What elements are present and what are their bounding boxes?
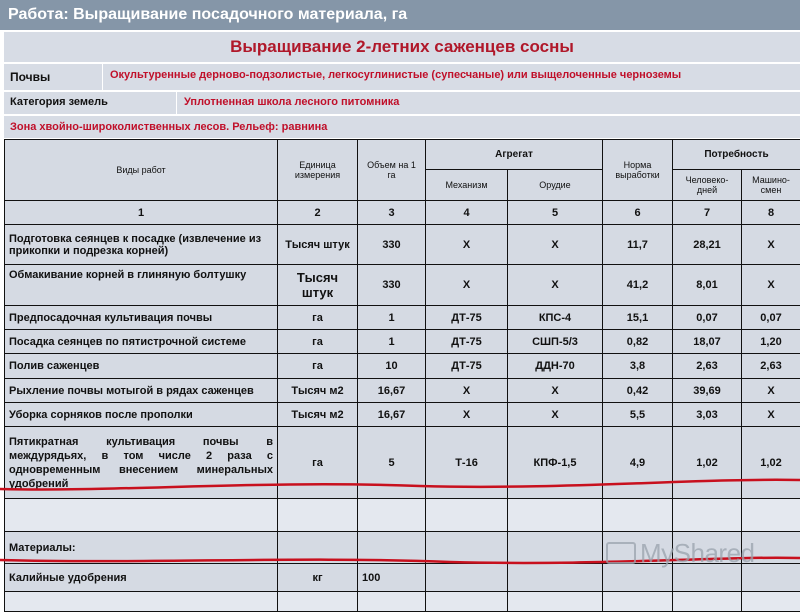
zone-text: Зона хвойно-широколиственных лесов. Рельеф: равнина (10, 121, 327, 133)
col-unit: Единица измерения (278, 140, 358, 201)
watermark-logo (606, 538, 755, 569)
column-number: 3 (358, 201, 426, 225)
mechanism-cell: Х (426, 225, 508, 265)
person-days-cell: 0,07 (673, 306, 742, 330)
work-name: Посадка сеянцев по пятистрочной системе (5, 330, 278, 354)
mechanism-cell: ДТ-75 (426, 306, 508, 330)
column-number: 4 (426, 201, 508, 225)
tool-cell: Х (508, 265, 603, 306)
mechanism-cell: Х (426, 379, 508, 403)
volume-cell: 1 (358, 330, 426, 354)
machine-shifts-cell: 1,02 (742, 427, 800, 499)
norm-cell: 11,7 (603, 225, 673, 265)
machine-shifts-cell: Х (742, 225, 800, 265)
person-days-cell: 2,63 (673, 354, 742, 379)
norm-cell: 3,8 (603, 354, 673, 379)
soils-label: Почвы (10, 70, 50, 84)
machine-shifts-cell: 1,20 (742, 330, 800, 354)
norm-cell: 0,82 (603, 330, 673, 354)
unit-cell: га (278, 354, 358, 379)
tool-cell: КПС-4 (508, 306, 603, 330)
land-category-label: Категория земель (10, 96, 108, 108)
unit-cell: га (278, 306, 358, 330)
col-machine-shifts: Машино-смен (742, 170, 800, 201)
unit-cell: Тысяч штук (278, 265, 358, 306)
column-number: 5 (508, 201, 603, 225)
unit-cell: Тысяч штук (278, 225, 358, 265)
mechanism-cell: Т-16 (426, 427, 508, 499)
norm-cell: 41,2 (603, 265, 673, 306)
land-category-row (4, 92, 800, 114)
unit-cell: га (278, 427, 358, 499)
table-row (5, 379, 800, 403)
table-row (5, 265, 800, 306)
presentation-icon (606, 542, 636, 564)
machine-shifts-cell: 0,07 (742, 306, 800, 330)
table-subtitle: Выращивание 2-летних саженцев сосны (4, 32, 800, 62)
person-days-cell: 39,69 (673, 379, 742, 403)
tool-cell: СШП-5/3 (508, 330, 603, 354)
mechanism-cell: Х (426, 403, 508, 427)
volume-cell: 16,67 (358, 403, 426, 427)
person-days-cell: 18,07 (673, 330, 742, 354)
watermark-text: MyShared (640, 538, 755, 568)
person-days-cell: 28,21 (673, 225, 742, 265)
machine-shifts-cell: Х (742, 265, 800, 306)
table-row (5, 225, 800, 265)
norm-cell: 15,1 (603, 306, 673, 330)
tool-cell: КПФ-1,5 (508, 427, 603, 499)
table-row (5, 306, 800, 330)
column-number: 7 (673, 201, 742, 225)
unit-cell: кг (278, 564, 358, 592)
table-row (5, 330, 800, 354)
mechanism-cell: ДТ-75 (426, 354, 508, 379)
soils-row (4, 64, 800, 90)
column-number: 1 (5, 201, 278, 225)
volume-cell: 5 (358, 427, 426, 499)
land-category-value: Уплотненная школа лесного питомника (184, 96, 399, 108)
work-name: Подготовка сеянцев к посадке (извлечение из прикопки и подрезка корней) (5, 225, 278, 265)
table-row (5, 427, 800, 499)
norm-cell: 0,42 (603, 379, 673, 403)
volume-cell: 16,67 (358, 379, 426, 403)
page-title: Работа: Выращивание посадочного материала, га (0, 0, 800, 30)
empty-row (5, 499, 800, 532)
col-person-days: Человеко-дней (673, 170, 742, 201)
column-numbers-row (5, 201, 800, 225)
mechanism-cell: ДТ-75 (426, 330, 508, 354)
col-need: Потребность (673, 140, 800, 170)
unit-cell: Тысяч м2 (278, 403, 358, 427)
mechanism-cell: Х (426, 265, 508, 306)
work-name: Пятикратная культивация почвы в междурядьях, в том числе 2 раза с одновременным внесением минеральных удобрений (5, 427, 278, 499)
tool-cell: ДДН-70 (508, 354, 603, 379)
zone-row (4, 116, 800, 138)
tool-cell: Х (508, 225, 603, 265)
work-name: Полив саженцев (5, 354, 278, 379)
col-aggregate: Агрегат (426, 140, 603, 170)
tool-cell: Х (508, 403, 603, 427)
tool-cell: Х (508, 379, 603, 403)
norm-cell: 4,9 (603, 427, 673, 499)
unit-cell: га (278, 330, 358, 354)
volume-cell: 100 (358, 564, 426, 592)
machine-shifts-cell: Х (742, 379, 800, 403)
work-name: Предпосадочная культивация почвы (5, 306, 278, 330)
work-name: Рыхление почвы мотыгой в рядах саженцев (5, 379, 278, 403)
machine-shifts-cell: 2,63 (742, 354, 800, 379)
soils-value: Окультуренные дерново-подзолистые, легкосуглинистые (супесчаные) или выщелоченные черноземы (110, 69, 681, 81)
column-number: 8 (742, 201, 800, 225)
volume-cell: 10 (358, 354, 426, 379)
col-work: Виды работ (5, 140, 278, 201)
volume-cell: 330 (358, 225, 426, 265)
col-norm: Норма выработки (603, 140, 673, 201)
table-row (5, 403, 800, 427)
column-number: 2 (278, 201, 358, 225)
col-tool: Орудие (508, 170, 603, 201)
person-days-cell: 3,03 (673, 403, 742, 427)
work-name: Уборка сорняков после прополки (5, 403, 278, 427)
col-volume: Объем на 1 га (358, 140, 426, 201)
col-mechanism: Механизм (426, 170, 508, 201)
materials-label: Материалы: (5, 532, 278, 564)
machine-shifts-cell: Х (742, 403, 800, 427)
volume-cell: 330 (358, 265, 426, 306)
unit-cell: Тысяч м2 (278, 379, 358, 403)
person-days-cell: 1,02 (673, 427, 742, 499)
work-name: Обмакивание корней в глиняную болтушку (5, 265, 278, 306)
empty-row (5, 592, 800, 612)
column-number: 6 (603, 201, 673, 225)
material-name: Калийные удобрения (5, 564, 278, 592)
table-row (5, 354, 800, 379)
norm-cell: 5,5 (603, 403, 673, 427)
volume-cell: 1 (358, 306, 426, 330)
person-days-cell: 8,01 (673, 265, 742, 306)
